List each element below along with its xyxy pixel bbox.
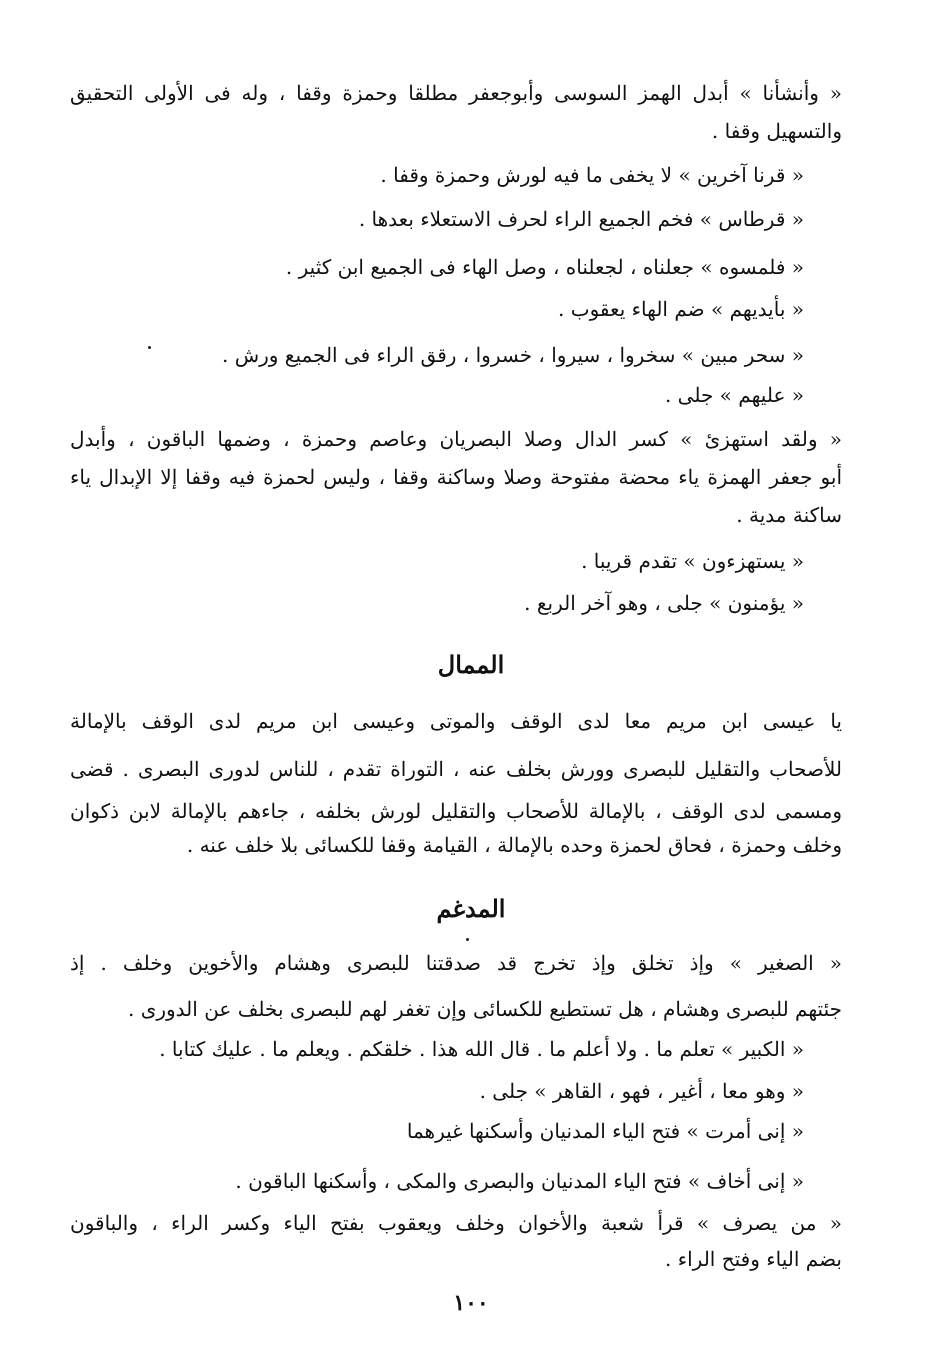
text-line: « الصغير » وإذ تخلق وإذ تخرج قد صدقتنا للبصرى وهشام والأخوين وخلف . إذ <box>70 951 842 975</box>
text-line: والتسهيل وقفا . <box>711 119 842 143</box>
text-line: « وأنشأنا » أبدل الهمز السوسى وأبوجعفر مطلقا وحمزة وقفا ، وله فى الأولى التحقيق <box>70 81 842 105</box>
page-number: ١٠٠ <box>453 1290 489 1316</box>
text-line: « سحر مبين » سخروا ، سيروا ، خسروا ، رقق الراء فى الجميع ورش . <box>222 343 804 367</box>
scan-speck <box>466 938 469 941</box>
section-heading: الممال <box>437 650 505 679</box>
text-line: ساكنة مدية . <box>736 503 842 527</box>
text-line: « قرطاس » فخم الجميع الراء لحرف الاستعلاء بعدها . <box>358 207 804 231</box>
text-line: « ولقد استهزئ » كسر الدال وصلا البصريان وعاصم وحمزة ، وضمها الباقون ، وأبدل <box>70 427 842 451</box>
section-heading: المدغم <box>436 894 506 923</box>
text-line: « الكبير » تعلم ما . ولا أعلم ما . قال الله هذا . خلقكم . ويعلم ما . عليك كتابا . <box>159 1037 804 1061</box>
text-line: « يؤمنون » جلى ، وهو آخر الربع . <box>524 591 804 615</box>
text-line: للأصحاب والتقليل للبصرى وورش بخلف عنه ، التوراة تقدم ، للناس لدورى البصرى . قضى <box>70 757 842 781</box>
text-line: ومسمى لدى الوقف ، بالإمالة للأصحاب والتقليل لورش بخلفه ، جاءهم بالإمالة لابن ذكوان <box>70 799 842 823</box>
text-line: أبو جعفر الهمزة ياء محضة مفتوحة وصلا وساكنة وقفا ، وليس لحمزة فيه وقفا إلا الإبدال ياء <box>70 465 842 489</box>
text-line: « بأيديهم » ضم الهاء يعقوب . <box>558 297 804 321</box>
text-line: « فلمسوه » جعلناه ، لجعلناه ، وصل الهاء فى الجميع ابن كثير . <box>285 255 804 279</box>
text-line: « وهو معا ، أغير ، فهو ، القاهر » جلى . <box>479 1079 804 1103</box>
text-line: « إنى أخاف » فتح الياء المدنيان والبصرى والمكى ، وأسكنها الباقون . <box>235 1169 804 1193</box>
text-line: « عليهم » جلى . <box>664 383 804 407</box>
text-line: « قرنا آخرين » لا يخفى ما فيه لورش وحمزة وقفا . <box>380 163 804 187</box>
scan-speck <box>148 346 151 349</box>
text-line: جئتهم للبصرى وهشام ، هل تستطيع للكسائى وإن تغفر لهم للبصرى بخلف عن الدورى . <box>128 997 842 1021</box>
text-line: « يستهزءون » تقدم قريبا . <box>581 549 804 573</box>
text-line: « من يصرف » قرأ شعبة والأخوان وخلف ويعقوب بفتح الياء وكسر الراء ، والباقون <box>70 1211 842 1235</box>
text-line: وخلف وحمزة ، فحاق لحمزة وحده بالإمالة ، القيامة وقفا للكسائى بلا خلف عنه . <box>186 833 842 857</box>
text-line: « إنى أمرت » فتح الياء المدنيان وأسكنها غيرهما <box>406 1119 804 1143</box>
text-line: يا عيسى ابن مريم معا لدى الوقف والموتى وعيسى ابن مريم لدى الوقف بالإمالة <box>70 709 842 733</box>
text-line: بضم الياء وفتح الراء . <box>664 1247 842 1271</box>
